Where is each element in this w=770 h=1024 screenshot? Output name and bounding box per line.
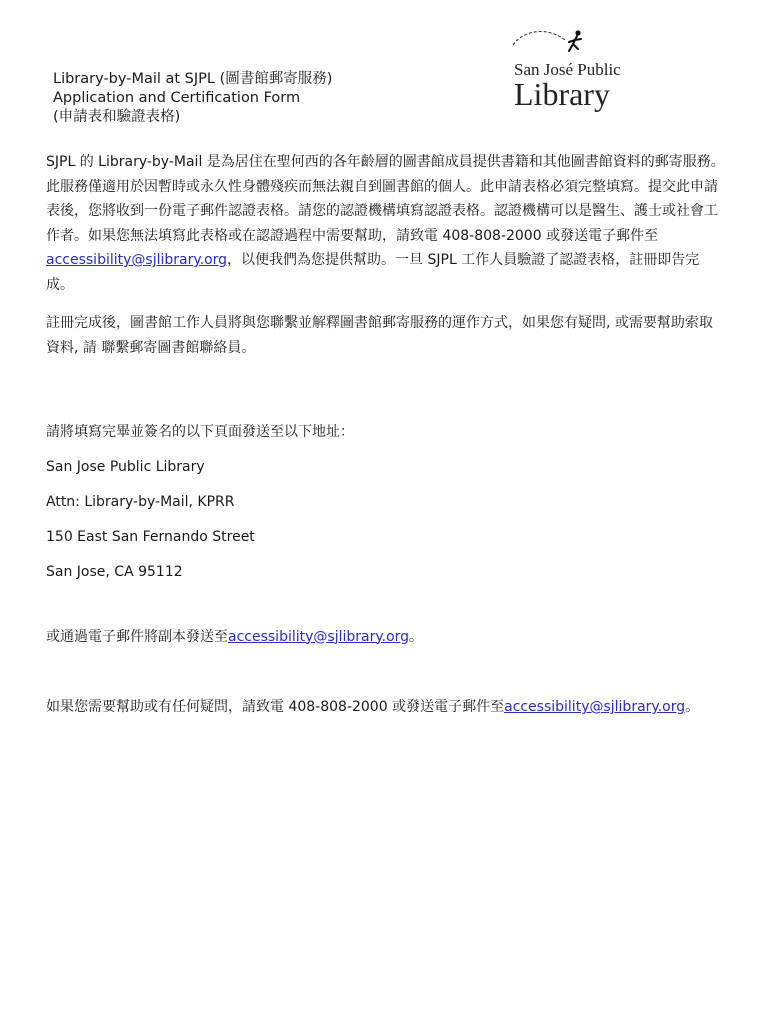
document-body <box>46 150 726 720</box>
runner-icon <box>569 30 581 51</box>
sjpl-logo <box>505 20 640 120</box>
email-copy-text: 或通過電子郵件將副本發送至 <box>46 628 228 645</box>
help-email-link[interactable]: accessibility@sjlibrary.org <box>504 699 686 715</box>
logo-arc <box>513 32 565 45</box>
help-text: 如果您需要幫助或有任何疑問，請致電 408-808-2000 或發送電子郵件至 <box>46 699 505 715</box>
logo-top-text: San José Public <box>514 60 621 79</box>
registration-paragraph: 註冊完成後，圖書館工作人員將與您聯繫並解釋圖書館郵寄服務的運作方式，如果您有疑問, 或需要幫助索取資料, 請 聯繫郵寄圖書館聯絡員。 <box>46 315 713 356</box>
logo-main-text: Library <box>514 76 610 112</box>
intro-paragraph <box>46 150 726 297</box>
intro-email-link[interactable]: accessibility@sjlibrary.org <box>46 252 228 268</box>
sjpl-logo-image <box>505 20 640 120</box>
help-suffix: 。 <box>685 699 700 715</box>
email-copy-link[interactable]: accessibility@sjlibrary.org <box>228 628 410 645</box>
title-line-2: Application and Certification Form <box>53 90 301 106</box>
address-line: San Jose Public Library <box>46 458 205 475</box>
address-heading: 請將填寫完畢並簽名的以下頁面發送至以下地址： <box>46 424 354 440</box>
help-paragraph <box>46 695 726 720</box>
title-line-1: Library-by-Mail at SJPL (圖書館郵寄服務) <box>53 71 333 87</box>
intro-text-2: ，以便我們為您提供幫助。一旦 SJPL 工作人員驗證了認證表格，註冊即告完成。 <box>46 252 700 293</box>
intro-text-1: SJPL 的 Library-by-Mail 是為居住在聖何西的各年齡層的圖書館成員提供書籍和其他圖書館資料的郵寄服務。此服務僅適用於因暫時或永久性身體殘疾而無法親自到圖書館的個人。此申請表格必須完整填寫。提交此申請表後，您將收到一份電子郵件認證表格。請您的認證機構填寫認證表格。認證機構可以是醫生、護士或社會工作者。如果您無法填寫此表格或在認證過程中需要幫助，請致電 408-808-2000 或發送電子郵件至 <box>46 154 725 244</box>
title-line-3: (申請表和驗證表格) <box>53 109 181 125</box>
form-title <box>53 70 332 127</box>
email-copy-suffix: 。 <box>409 628 424 645</box>
email-copy-paragraph <box>46 625 726 650</box>
address-line: Attn: Library-by-Mail, KPRR <box>46 493 235 510</box>
address-line: 150 East San Fernando Street <box>46 528 255 545</box>
address-line: San Jose, CA 95112 <box>46 563 183 580</box>
